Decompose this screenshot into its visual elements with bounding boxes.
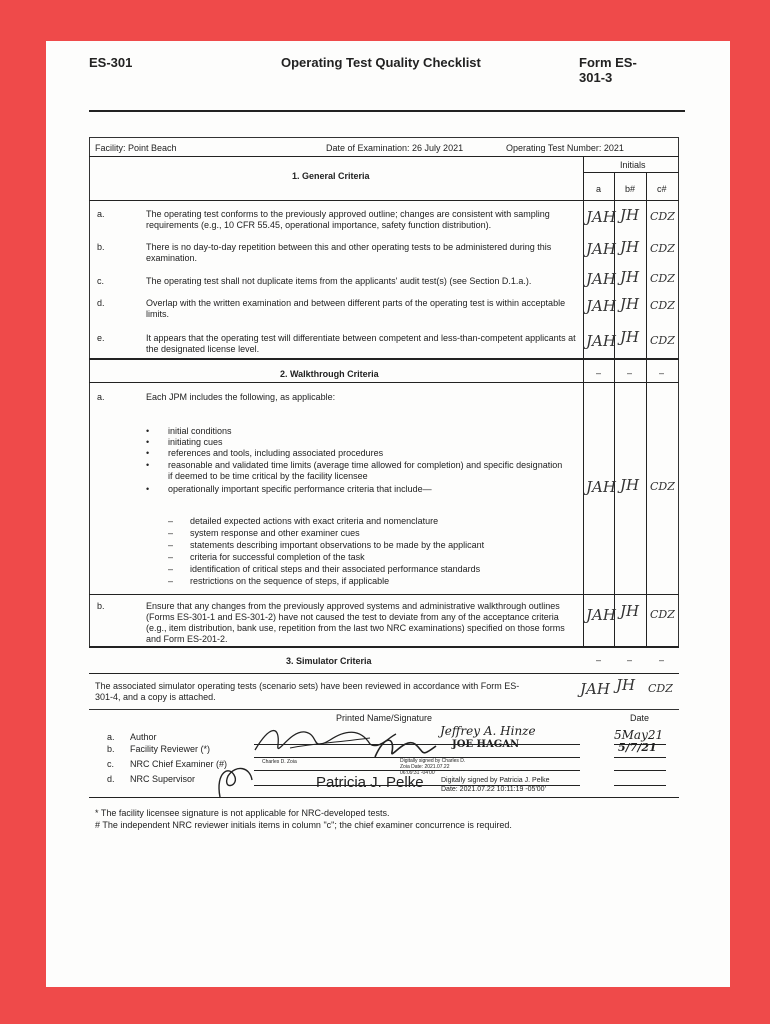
initial-a: JAH [586,606,616,624]
initial-b: JH [620,295,640,313]
supervisor-signature-scribble [210,762,260,802]
reviewer-printed-name: JOE HAGAN [452,739,520,750]
bullet-mark: • [146,448,150,458]
s1-item-e-text: It appears that the operating test will differentiate between competent and less-than-competent applicants at the designated license level. [146,333,576,354]
header-form: Form ES-301-3 [579,55,637,85]
signoff-col-date: Date [630,713,650,723]
header-left: ES-301 [89,55,133,70]
initial-b: JH [620,238,640,256]
initial-b: JH [620,476,640,494]
bullet-text: reasonable and validated time limits (average time allowed for completion) and specific designation if deemed to be time critical by the facility licensee [168,460,563,481]
bullet-mark: • [146,460,150,470]
signoff-role: Author [130,732,157,742]
signoff-role: NRC Supervisor [130,774,196,784]
s2-item-a-intro: Each JPM includes the following, as applicable: [146,392,336,402]
initials-col-c: c# [657,184,667,194]
header-rule [89,110,685,112]
supervisor-printed-name: Patricia J. Pelke [316,774,424,791]
initial-a: JAH [586,478,616,496]
chief-examiner-name: Charles D. Zoia [262,759,297,765]
digital-signature-line2: Date: 2021.07.22 10:11:19 -05'00' [441,786,546,793]
digital-signature-note: Digitally signed by Charles D. Zoia Date: 2021.07.22 06:09:31 -04'00' [400,758,466,776]
row-divider [89,200,679,201]
subitem-text: system response and other examiner cues [190,528,360,538]
initials-header: Initials [620,160,646,170]
initial-c: CDZ [650,272,675,285]
initial-a: JAH [586,208,616,226]
bullet-text: operationally important specific performance criteria that include— [168,484,432,494]
col-divider [583,156,584,646]
initial-c: CDZ [650,242,675,255]
footnote-facility: * The facility licensee signature is not applicable for NRC-developed tests. [95,808,390,818]
s1-item-e-letter: e. [97,333,105,343]
initial-c: CDZ [650,210,675,223]
col-divider [646,172,647,646]
signoff-letter: c. [107,759,115,769]
initial-b: JH [620,328,640,346]
row-divider [89,156,679,157]
exam-date: Date of Examination: 26 July 2021 [326,143,464,153]
dash-mark: – [168,552,174,562]
s1-item-a-text: The operating test conforms to the previously approved outline; changes are consistent with sampling requirements (e.g., 10 CFR 55.45, operational importance, safety function distribution). [146,209,550,230]
date-line [614,770,666,771]
initial-b: JH [620,206,640,224]
initial-b: JH [620,268,640,286]
initial-b: JH [620,602,640,620]
signoff-letter: a. [107,732,115,742]
bullet-mark: • [146,426,150,436]
row-divider [89,673,679,674]
header-title: Operating Test Quality Checklist [281,55,481,70]
section3-title: 3. Simulator Criteria [286,656,372,666]
dash-mark: – [168,516,174,526]
s1-item-b-text: There is no day-to-day repetition between this and other operating tests to be administered during this examination. [146,242,552,263]
s2-item-b-letter: b. [97,601,105,611]
dash-mark: – [168,576,174,586]
dash-mark: – [659,655,665,665]
initials-col-a: a [596,184,602,194]
digital-signature-line1: Digitally signed by Patricia J. Pelke [441,777,550,784]
bullet-text: initiating cues [168,437,223,447]
footnote-rule [89,797,679,798]
s1-item-b-letter: b. [97,242,105,252]
footnote-reviewer: # The independent NRC reviewer initials items in column "c"; the chief examiner concurrence is required. [95,820,512,830]
s1-item-c-text: The operating test shall not duplicate items from the applicants' audit test(s) (see Section D.1.a.). [146,276,532,286]
signoff-role: NRC Chief Examiner (#) [130,759,228,769]
signoff-col-sig: Printed Name/Signature [336,713,433,723]
signoff-role: Facility Reviewer (*) [130,744,211,754]
s1-item-d-letter: d. [97,298,105,308]
s1-item-d-text: Overlap with the written examination and between different parts of the operating test is within acceptable limits. [146,298,566,319]
date-line [614,757,666,758]
s1-item-a-letter: a. [97,209,105,219]
initial-a: JAH [580,680,610,698]
s2-item-b-text: Ensure that any changes from the previously approved systems and administrative walkthrough outlines (Forms ES-301-1 and ES-301-2) have not caused the test to deviate from any of the acceptance criteria (e.g., item distribution, bank use, repetition from the last two NRC examinations) specified on those forms and Form ES-201-2. [146,601,565,644]
col-divider [583,172,679,173]
initial-c: CDZ [650,299,675,312]
dash-mark: – [168,564,174,574]
signoff-letter: d. [107,774,115,784]
dash-mark: – [596,655,602,665]
initial-c: CDZ [650,480,675,493]
dash-mark: – [168,528,174,538]
dash-mark: – [659,368,665,378]
subitem-text: detailed expected actions with exact criteria and nomenclature [190,516,439,526]
signoff-divider [89,709,679,710]
initial-a: JAH [586,297,616,315]
subitem-text: statements describing important observations to be made by the applicant [190,540,485,550]
initials-col-b: b# [625,184,636,194]
bullet-text: references and tools, including associated procedures [168,448,384,458]
section2-title: 2. Walkthrough Criteria [280,369,379,379]
signoff-letter: b. [107,744,115,754]
initial-c: CDZ [648,682,673,695]
dash-mark: – [168,540,174,550]
bullet-mark: • [146,437,150,447]
row-divider [89,646,679,648]
initial-b: JH [616,676,636,694]
facility-label: Facility: Point Beach [95,143,177,153]
subitem-text: restrictions on the sequence of steps, if applicable [190,576,390,586]
date-line [614,785,666,786]
dash-mark: – [627,368,633,378]
author-date: 5May21 [614,728,664,742]
section3-text: The associated simulator operating tests (scenario sets) have been reviewed in accordance with Form ES-301-4, and a copy is attached. [95,681,520,702]
initial-c: CDZ [650,608,675,621]
author-printed-name: Jeffrey A. Hinze [440,724,536,738]
test-number: Operating Test Number: 2021 [506,143,624,153]
row-divider [89,594,679,595]
initial-a: JAH [586,270,616,288]
initial-c: CDZ [650,334,675,347]
initial-a: JAH [586,332,616,350]
reviewer-date: 5/7/21 [618,741,657,754]
bullet-text: initial conditions [168,426,232,436]
section1-title: 1. General Criteria [292,171,370,181]
initial-a: JAH [586,240,616,258]
dash-mark: – [627,655,633,665]
dash-mark: – [596,368,602,378]
row-divider [89,358,679,360]
subitem-text: criteria for successful completion of the task [190,552,365,562]
s1-item-c-letter: c. [97,276,105,286]
bullet-mark: • [146,484,150,494]
s2-item-a-letter: a. [97,392,105,402]
row-divider [89,382,679,383]
subitem-text: identification of critical steps and their associated performance standards [190,564,481,574]
